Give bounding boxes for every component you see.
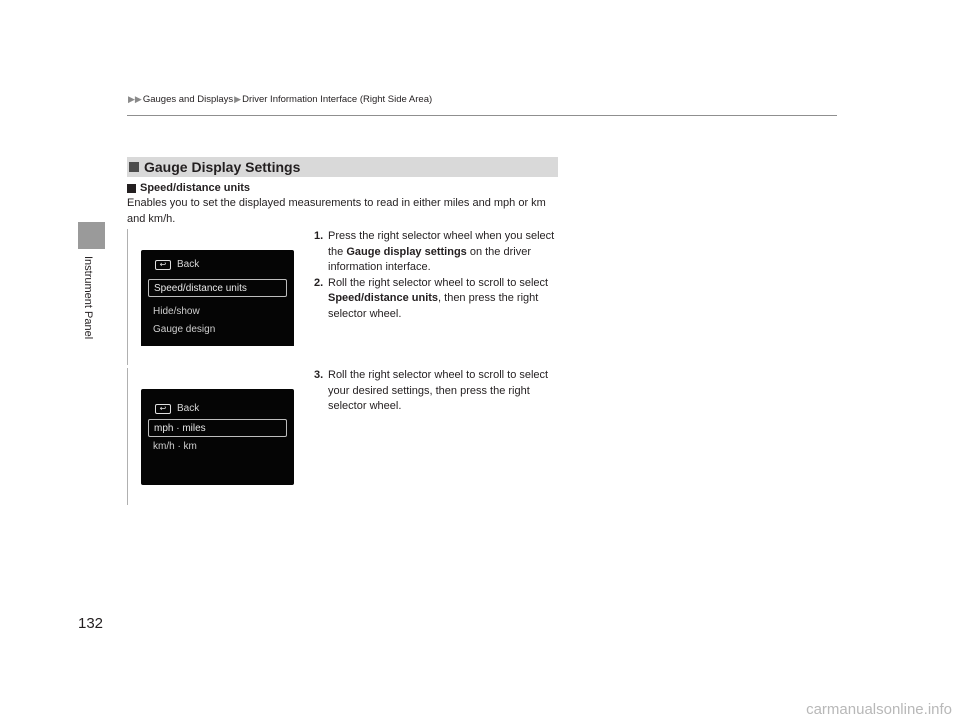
display-screen (141, 389, 294, 485)
watermark: carmanualsonline.info (806, 701, 952, 718)
menu-item-speed-distance: Speed/distance units (148, 279, 287, 297)
breadcrumb-arrow-icon: ▶ (234, 94, 242, 104)
menu-item-gauge-design: Gauge design (153, 324, 216, 335)
steps-1-2 (314, 229, 564, 322)
display-screen (141, 250, 294, 346)
step-2: 2. Roll the right selector wheel to scroll to select Speed/distance units, then press the right selector wheel. (314, 276, 549, 320)
breadcrumb-arrow-icon: ▶▶ (128, 94, 142, 104)
step-1: 1. Press the right selector wheel when you select the Gauge display settings on the driver information interface. (314, 230, 555, 273)
breadcrumb-link-driver-info[interactable]: Driver Information Interface (Right Side Area) (242, 94, 433, 105)
menu-back-item: ↩ Back (155, 259, 199, 270)
steps-3 (314, 368, 564, 415)
breadcrumb-link-gauges[interactable]: Gauges and Displays (142, 94, 234, 105)
square-bullet-icon (127, 184, 136, 193)
menu-item-hide-show: Hide/show (153, 305, 200, 317)
intro-text: Enables you to set the displayed measurements to read in either miles and mph or km and km/h. (127, 197, 546, 225)
menu-item-kmh-km: km/h · km (153, 440, 197, 452)
screen-illustration-menu (127, 229, 307, 365)
back-icon: ↩ (155, 404, 171, 414)
square-bullet-icon (129, 162, 139, 172)
menu-item-mph-miles: mph · miles (148, 419, 287, 437)
screen-illustration-units (127, 368, 307, 505)
section-heading: Gauge Display Settings (127, 157, 558, 177)
subsection-heading: Speed/distance units (127, 182, 250, 194)
chapter-tab (78, 222, 105, 249)
back-icon: ↩ (155, 260, 171, 270)
page-number: 132 (78, 615, 104, 632)
step-3: 3. Roll the right selector wheel to scroll to select your desired settings, then press the right selector wheel. (314, 369, 549, 412)
chapter-label: Instrument Panel (82, 256, 94, 340)
menu-back-item: ↩ Back (155, 403, 199, 414)
breadcrumb (127, 94, 432, 105)
screen-fade (141, 336, 294, 346)
header-divider (127, 115, 837, 116)
